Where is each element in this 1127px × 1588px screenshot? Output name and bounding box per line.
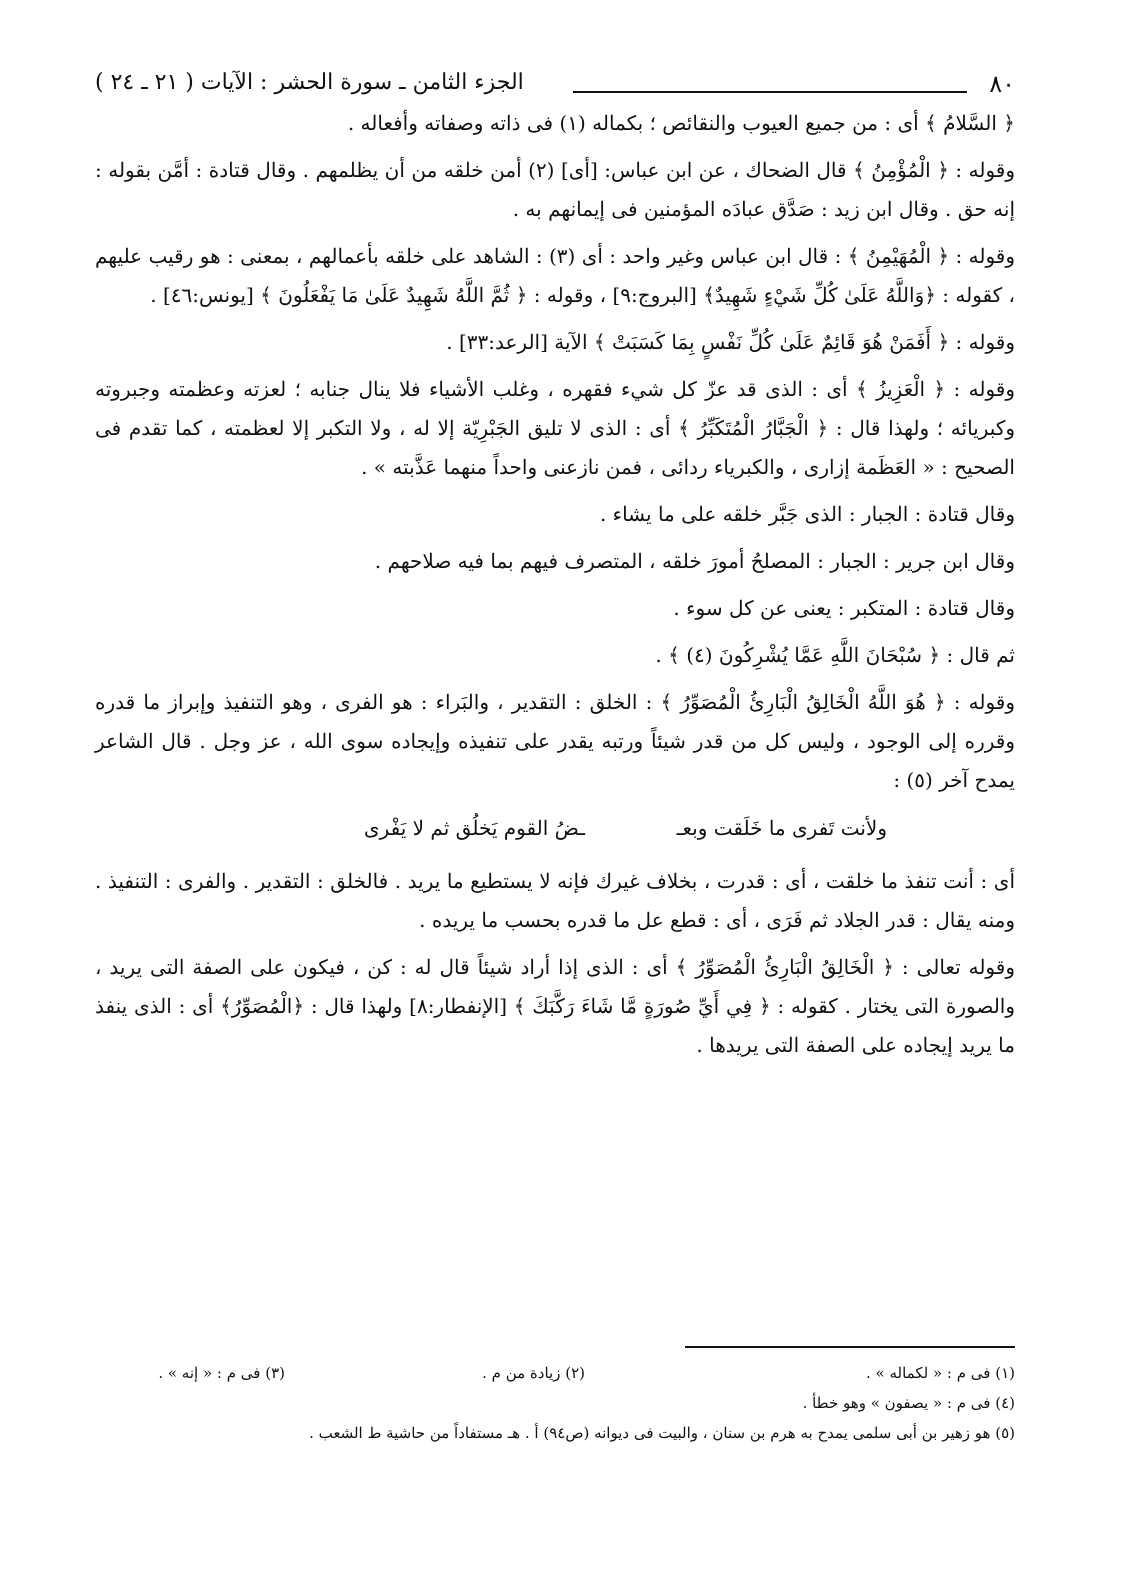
paragraph-11: أى : أنت تنفذ ما خلقت ، أى : قدرت ، بخلاف غيرك فإنه لا يستطيع ما يريد . فالخلق : التقدير . والفرى : التنفيذ . ومنه يقال : قدر الجلاد ثم فَرَى ، أى : قطع عل ما قدره بحسب ما يريده .: [95, 869, 1015, 932]
footnotes: [95, 1358, 1015, 1448]
paragraph-4: وقوله : ﴿ أَفَمَنْ هُوَ قَائِمٌ عَلَىٰ كُلِّ نَفْسٍ بِمَا كَسَبَتْ ﴾ الآية [الرعد:٣٣] .: [446, 330, 1015, 354]
poem-verse: [95, 808, 1015, 848]
footnote-2: (٢) زيادة من م .: [482, 1364, 585, 1382]
paragraph-5: وقوله : ﴿ الْعَزِيزُ ﴾ أى : الذى قد عزّ كل شيء فقهره ، وغلب الأشياء فلا ينال جنابه ؛ لعزته وعظمته وجبروته وكبريائه ؛ ولهذا قال : ﴿ الْجَبَّارُ الْمُتَكَبِّرُ ﴾ أى : الذى لا تليق الجَبْرِيّة إلا له ، ولا التكبر إلا لعظمته ، كما تقدم فى الصحيح : « العَظَمة إزارى ، والكبرياء ردائى ، فمن نازعنى واحداً منهما عَذَّبته » .: [95, 377, 1015, 479]
body-text: [95, 104, 1015, 1065]
running-header: [95, 58, 1015, 102]
paragraph-7: وقال ابن جرير : الجبار : المصلحُ أمورَ خلقه ، المتصرف فيهم بما فيه صلاحهم .: [374, 549, 1015, 573]
page: [95, 58, 1016, 1442]
header-rule: [573, 91, 967, 93]
footnote-row-2: [95, 1388, 1015, 1418]
footnote-row-3: [95, 1418, 1015, 1448]
paragraph-1: ﴿ السَّلامُ ﴾ أى : من جميع العيوب والنقائص ؛ بكماله (١) فى ذاته وصفاته وأفعاله .: [347, 111, 1015, 135]
page-number: ٨٠: [989, 70, 1015, 98]
paragraph-3: وقوله : ﴿ الْمُهَيْمِنُ ﴾ : قال ابن عباس وغير واحد : أى (٣) : الشاهد على خلقه بأعمالهم ، بمعنى : هو رقيب عليهم ، كقوله : ﴿وَاللَّهُ عَلَىٰ كُلِّ شَيْءٍ شَهِيدٌ﴾ [البروج:٩] ، وقوله : ﴿ ثُمَّ اللَّهُ شَهِيدٌ عَلَىٰ مَا يَفْعَلُونَ ﴾ [يونس:٤٦] .: [95, 244, 1015, 307]
footnote-1: (١) فى م : « لكماله » .: [866, 1364, 1015, 1382]
paragraph-9: ثم قال : ﴿ سُبْحَانَ اللَّهِ عَمَّا يُشْرِكُونَ (٤) ﴾ .: [655, 643, 1015, 667]
paragraph-2: وقوله : ﴿ الْمُؤْمِنُ ﴾ قال الضحاك ، عن ابن عباس: [أى] (٢) أمن خلقه من أن يظلمهم . وقال قتادة : أمَّن بقوله : إنه حق . وقال ابن زيد : صَدَّق عبادَه المؤمنين فى إيمانهم به .: [95, 158, 1016, 221]
poem-hemistich-1: ولأنت تَفرى ما خَلَقت وبعـ: [676, 816, 887, 840]
footnote-5: (٥) هو زهير بن أبى سلمى يمدح به هرم بن سنان ، والبيت فى ديوانه (ص٩٤) أ . هـ مستفاداً من حاشية ط الشعب .: [309, 1424, 1015, 1442]
paragraph-6: وقال قتادة : الجبار : الذى جَبَّر خلقه على ما يشاء .: [599, 502, 1015, 526]
poem-hemistich-2: ـضُ القوم يَخلُق ثم لا يَفْرى: [363, 816, 585, 840]
header-title: الجزء الثامن ـ سورة الحشر : الآيات ( ٢١ ـ ٢٤ ): [95, 70, 524, 95]
footnote-rule: [685, 1346, 1015, 1348]
paragraph-8: وقال قتادة : المتكبر : يعنى عن كل سوء .: [673, 596, 1015, 620]
paragraph-12: وقوله تعالى : ﴿ الْخَالِقُ الْبَارِئُ الْمُصَوِّرُ ﴾ أى : الذى إذا أراد شيئاً قال له : كن ، فيكون على الصفة التى يريد ، والصورة التى يختار . كقوله : ﴿ فِي أَيِّ صُورَةٍ مَّا شَاءَ رَكَّبَكَ ﴾ [الإنفطار:٨] ولهذا قال : ﴿الْمُصَوِّرُ﴾ أى : الذى ينفذ ما يريد إيجاده على الصفة التى يريدها .: [95, 955, 1015, 1057]
paragraph-10: وقوله : ﴿ هُوَ اللَّهُ الْخَالِقُ الْبَارِئُ الْمُصَوِّرُ ﴾ : الخلق : التقدير ، والبَراء : هو الفرى ، وهو التنفيذ وإبراز ما قدره وقرره إلى الوجود ، وليس كل من قدر شيئاً ورتبه يقدر على تنفيذه وإيجاده سوى الله ، عز وجل . قال الشاعر يمدح آخر (٥) :: [95, 690, 1015, 792]
footnote-3: (٣) فى م : « إنه » .: [158, 1364, 285, 1382]
footnote-row-1: [95, 1358, 1015, 1388]
footnote-4: (٤) فى م : « يصفون » وهو خطأ .: [802, 1394, 1015, 1412]
